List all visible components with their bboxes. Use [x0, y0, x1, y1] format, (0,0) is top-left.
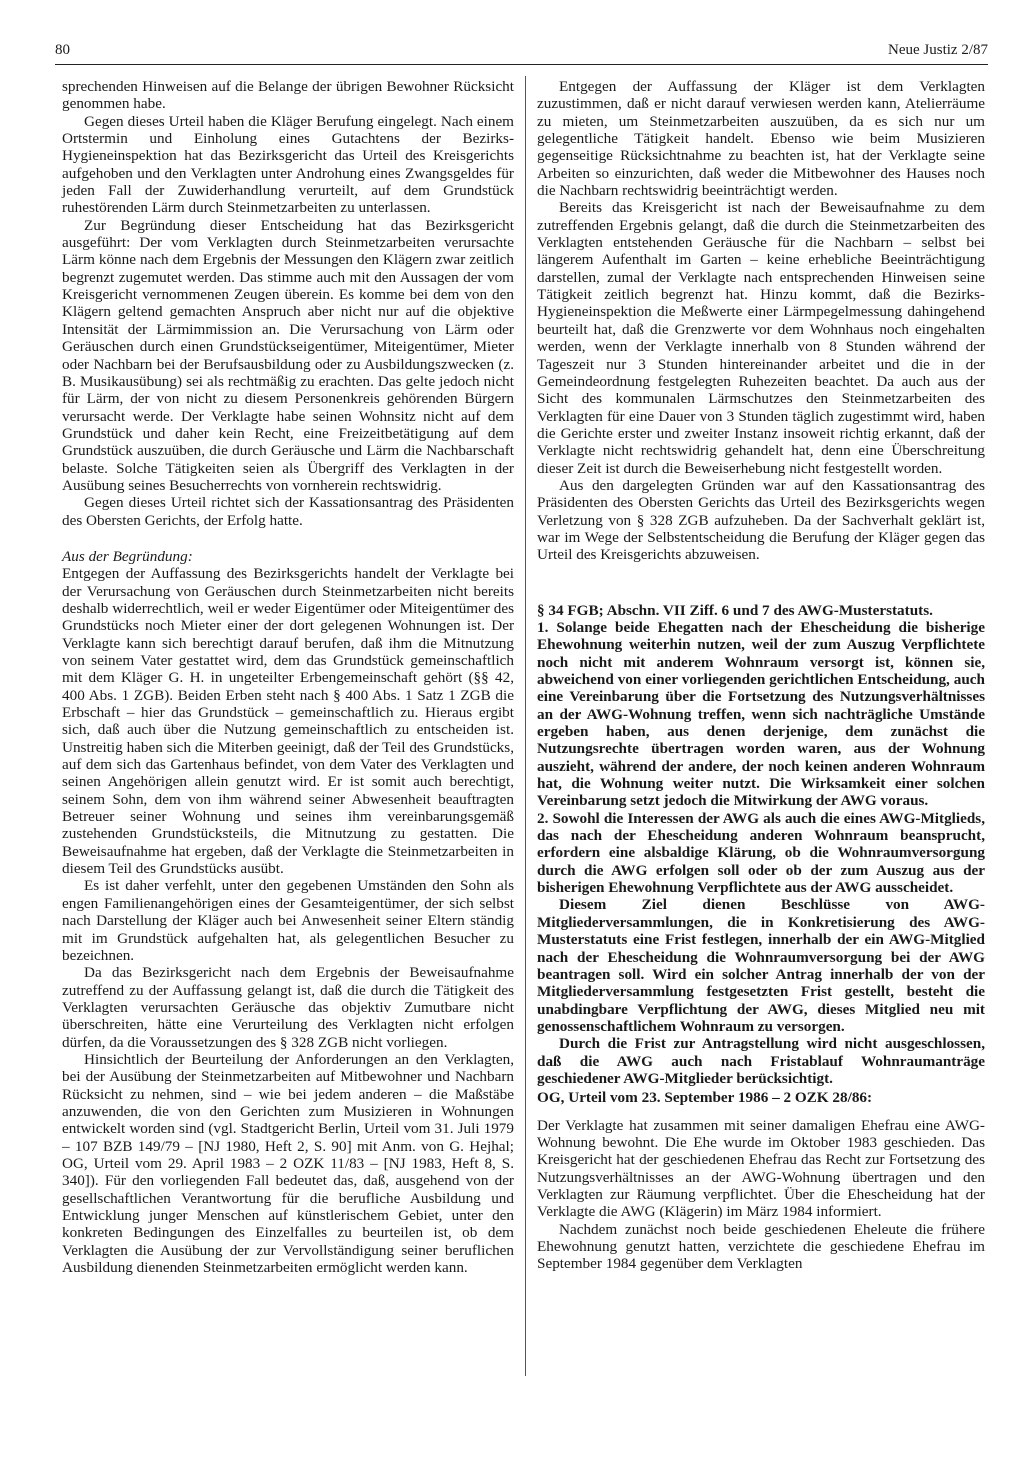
paragraph: sprechenden Hinweisen auf die Belange der übrigen Bewohner Rücksicht genommen habe. — [62, 78, 514, 113]
paragraph: Hinsichtlich der Beurteilung der Anforderungen an den Verklagten, bei der Ausübung der Steinmetzarbeiten auf Mitbewohner und Nachbarn Rücksicht zu nehmen, sind – wie bei jedem anderen – die Maßstäbe anzuwenden, die von den Gerichten zum Musizieren in Wohnungen entwickelt worden sind (vgl. Stadtgericht Berlin, Urteil vom 31. Juli 1979 – 107 BZB 149/79 – [NJ 1980, Heft 2, S. 90] mit Anm. von G. Hejhal; OG, Urteil vom 29. April 1983 – 2 OZK 11/83 – [NJ 1983, Heft 8, S. 340]). Für den vorliegenden Fall bedeutet das, daß, ausgehend von der gesellschaftlichen Verantwortung für die berufliche Ausbildung und Entwicklung junger Menschen auf künstlerischem Gebiet, unter den konkreten Bedingungen des Einzelfalles zu beurteilen ist, ob dem Verklagten die Ausübung der zur Vervollständigung seiner beruflichen Ausbildung dienenden Steinmetzarbeiten ermöglicht werden kann. — [62, 1050, 514, 1277]
paragraph: Aus den dargelegten Gründen war auf den Kassationsantrag des Präsidenten des Obersten Gerichts das Urteil des Bezirksgerichts wegen Verletzung von § 328 ZGB aufzuheben. Da der Sachverhalt geklärt ist, war im Wege der Selbstentscheidung die Berufung der Kläger gegen das Urteil des Kreisgerichts abzuweisen. — [537, 476, 985, 564]
court-citation: OG, Urteil vom 23. September 1986 – 2 OZK 28/86: — [537, 1089, 873, 1107]
right-column — [537, 78, 985, 1273]
page-header — [55, 38, 988, 65]
paragraph: Gegen dieses Urteil haben die Kläger Berufung eingelegt. Nach einem Ortstermin und Einholung eines Gutachtens der Bezirks-Hygieneinspektion hat das Bezirksgericht das Urteil des Kreisgerichts aufgehoben und den Verklagten unter Androhung eines Zwangsgeldes für jeden Fall der Zuwiderhandlung verurteilt, auf dem Grundstück ruhestörenden Lärm durch Steinmetzarbeiten zu unterlassen. — [62, 112, 514, 217]
paragraph: Der Verklagte hat zusammen mit seiner damaligen Ehefrau eine AWG-Wohnung bewohnt. Die Ehe wurde im Oktober 1983 geschieden. Das Kreisgericht hat der geschiedenen Ehefrau das Recht zur Fortsetzung des Nutzungsverhältnisses an der AWG-Wohnung übertragen und den Verklagten zur Räumung verpflichtet. Über die Ehescheidung hat der Verklagte die AWG (Klägerin) im März 1984 informiert. — [537, 1116, 985, 1221]
paragraph: Gegen dieses Urteil richtet sich der Kassationsantrag des Präsidenten des Obersten Gerichts, der Erfolg hatte. — [62, 494, 514, 529]
paragraph: Entgegen der Auffassung des Bezirksgerichts handelt der Verklagte bei der Verursachung von Geräuschen durch Steinmetzarbeiten nicht bereits deshalb widerrechtlich, weil er weder Eigentümer oder Miteigentümer des Grundstücks noch Mieter einer der dort gelegenen Wohnungen ist. Der Verklagte kann sich berechtigt darauf berufen, daß ihm die Mitnutzung von seinem Vater gestattet wird, dem das Grundstück gemeinschaftlich mit dem Kläger G. H. in ungeteilter Erbengemeinschaft gehört (§§ 42, 400 Abs. 1 ZGB). Beiden Erben steht nach § 400 Abs. 1 Satz 1 ZGB die Erbschaft – hier das Grundstück – gemeinschaftlich zu. Hieraus ergibt sich, daß auch über die Nutzung gemeinschaftlich zu entscheiden ist. Unstreitig haben sich die Miterben geeinigt, daß der Teil des Grundstücks, auf dem sich das Gartenhaus befindet, von dem Vater des Verklagten und seinen Angehörigen allein genutzt wird. Er ist somit auch berechtigt, seinem Sohn, dem von ihm während seiner Abwesenheit beauftragten Betreuer seiner Wohnung und seines ihm vereinbarungsgemäß zustehenden Grundstücksteils, die Mitnutzung zu gestatten. Die Beweisaufnahme hat ergeben, daß der Verklagte die Steinmetzarbeiten in diesem Teil des Grundstücks ausübt. — [62, 565, 514, 878]
page-number: 80 — [55, 42, 70, 58]
paragraph: Entgegen der Auffassung der Kläger ist dem Verklagten zuzustimmen, daß er nicht darauf verwiesen werden kann, Atelierräume zu mieten, um Steinmetzarbeiten auszuüben, da es sich nur um gelegentliche Tätigkeit handelt. Ebenso wie beim Musizieren gegenseitige Rücksichtnahme zu beachten ist, hat der Verklagte seine Arbeiten so einzurichten, daß weder die Mitbewohner des Hauses noch die Nachbarn rechtswidrig beeinträchtigt werden. — [537, 78, 985, 200]
paragraph: Da das Bezirksgericht nach dem Ergebnis der Beweisaufnahme zutreffend zu der Auffassung gelangt ist, daß die durch die Tätigkeit des Verklagten verursachten Geräusche das objektiv Zumutbare nicht überschreiten, hätte eine Verurteilung des Verklagten nicht erfolgen dürfen, da die Voraussetzungen des § 328 ZGB nicht vorliegen. — [62, 964, 514, 1051]
case-heading: § 34 FGB; Abschn. VII Ziff. 6 und 7 des AWG-Musterstatuts. — [537, 601, 933, 619]
left-column — [62, 78, 514, 1276]
paragraph: Bereits das Kreisgericht ist nach der Beweisaufnahme zu dem zutreffenden Ergebnis gelangt, daß die durch die Steinmetzarbeiten des Verklagten entstehenden Geräusche für die Nachbarn – selbst bei längerem Aufenthalt im Garten – keine erhebliche Beeinträchtigung darstellen, zumal der Verklagte nach entsprechenden Hinweisen seine Tätigkeit zeitlich begrenzt hat. Hinzu kommt, daß die Bezirks-Hygieneinspektion die Meßwerte einer Lärmpegelmessung dahingehend beurteilt hat, daß die Grenzwerte vor dem Wohnhaus noch eingehalten werden, wenn der Verklagte innerhalb von 8 Stunden während der Tageszeit nur 3 Stunden hintereinander arbeitet und die in der Gemeindeordnung festgelegten Ruhezeiten beachtet. Da auch aus der Sicht des kommunalen Lärmschutzes den Steinmetzarbeiten des Verklagten für eine Dauer von 3 Stunden täglich zugestimmt wird, haben die Gerichte erster und zweiter Instanz insoweit richtig erkannt, daß der Verklagte nicht rechtswidrig gehandelt hat, denn eine Überschreitung dieser Zeit ist durch die Beweiserhebung nicht festgestellt worden. — [537, 199, 985, 477]
journal-title: Neue Justiz 2/87 — [888, 42, 988, 58]
paragraph: Es ist daher verfehlt, unter den gegebenen Umständen den Sohn als engen Familienangehörigen eines der Gesamteigentümer, der sich selbst nach Darstellung der Kläger auch bei Anwesenheit seiner Eltern ständig mit im Grundstück aufgehalten hat, als gelegentlichen Besucher zu bezeichnen. — [62, 877, 514, 964]
headnote-2: 2. Sowohl die Interessen der AWG als auch die eines AWG-Mitglieds, das nach der Ehescheidung anderen Wohnraum beansprucht, erfordern eine alsbaldige Klärung, ob die Wohnraumversorgung durch die AWG erfolgen soll oder ob der zum Auszug aus der bisherigen Ehewohnung Verpflichtete aus der AWG ausscheidet. — [537, 809, 985, 897]
paragraph: Nachdem zunächst noch beide geschiedenen Eheleute die frühere Ehewohnung genutzt hatten, verzichtete die geschiedene Ehefrau im September 1984 gegenüber dem Verklagten — [537, 1220, 985, 1273]
headnote-3: Diesem Ziel dienen Beschlüsse von AWG-Mitgliederversammlungen, die in Konkretisierung des AWG-Musterstatuts eine Frist festlegen, innerhalb der ein AWG-Mitglied nach der Ehescheidung die Wohnraumversorgung bei der AWG beantragen soll. Wird ein solcher Antrag innerhalb der von der Mitgliederversammlung festgesetzten Frist gestellt, besteht die unabdingbare Verpflichtung der AWG, dieses Mitglied neu mit genossenschaftlichem Wohnraum zu versorgen. — [537, 896, 985, 1035]
section-heading: Aus der Begründung: — [62, 547, 193, 565]
headnote-1: 1. Solange beide Ehegatten nach der Ehescheidung die bisherige Ehewohnung weiterhin nutzen, weil der zum Auszug Verpflichtete noch nicht mit anderem Wohnraum versorgt ist, können sie, abweichend von einer vorliegenden gerichtlichen Entscheidung, auch eine Vereinbarung über die Fortsetzung des Nutzungsverhältnisses an der AWG-Wohnung treffen, wenn sich nachträgliche Umstände ergeben haben, aus denen derjenige, dem zunächst die Nutzungsrechte übertragen worden waren, aus der Wohnung auszieht, während der andere, der noch keinen anderen Wohnraum hat, die Wohnung weiter nutzt. Die Wirksamkeit einer solchen Vereinbarung setzt jedoch die Mitwirkung der AWG voraus. — [537, 618, 985, 810]
headnote-4: Durch die Frist zur Antragstellung wird nicht ausgeschlossen, daß die AWG auch nach Fristablauf Wohnraumanträge geschiedener AWG-Mitglieder berücksichtigt. — [537, 1035, 985, 1087]
column-divider — [525, 76, 526, 1376]
paragraph: Zur Begründung dieser Entscheidung hat das Bezirksgericht ausgeführt: Der vom Verklagten durch Steinmetzarbeiten verursachte Lärm könne nach dem Ergebnis der Messungen den Klägern zwar zeitlich begrenzt zugemutet werden. Das stimme auch mit den Aussagen der vom Kreisgericht vernommenen Zeugen überein. Es komme bei dem von den Klägern geltend gemachten Anspruch aber nicht nur auf die objektive Intensität der Lärmimmission an. Die Verursachung von Lärm oder Geräuschen durch einen Grundstückseigentümer, Miteigentümer, Mieter oder Nachbarn bei der Berufsausbildung oder zu Ausbildungszwecken (z. B. Musikausübung) sei als rechtmäßig zu erachten. Das gelte jedoch nicht für Lärm, der von nicht zu diesem Personenkreis gehörenden Bürgern verursacht werde. Der Verklagte habe seinen Wohnsitz nicht auf dem Grundstück und daher kein Recht, eine Freizeitbetätigung auf dem Grundstück auszuüben, die durch Geräusche und Lärm die Nachbarschaft belaste. Solche Tätigkeiten seien als Übergriff des Verklagten in der Ausübung seines Besucherrechts von vornherein rechtswidrig. — [62, 216, 514, 494]
